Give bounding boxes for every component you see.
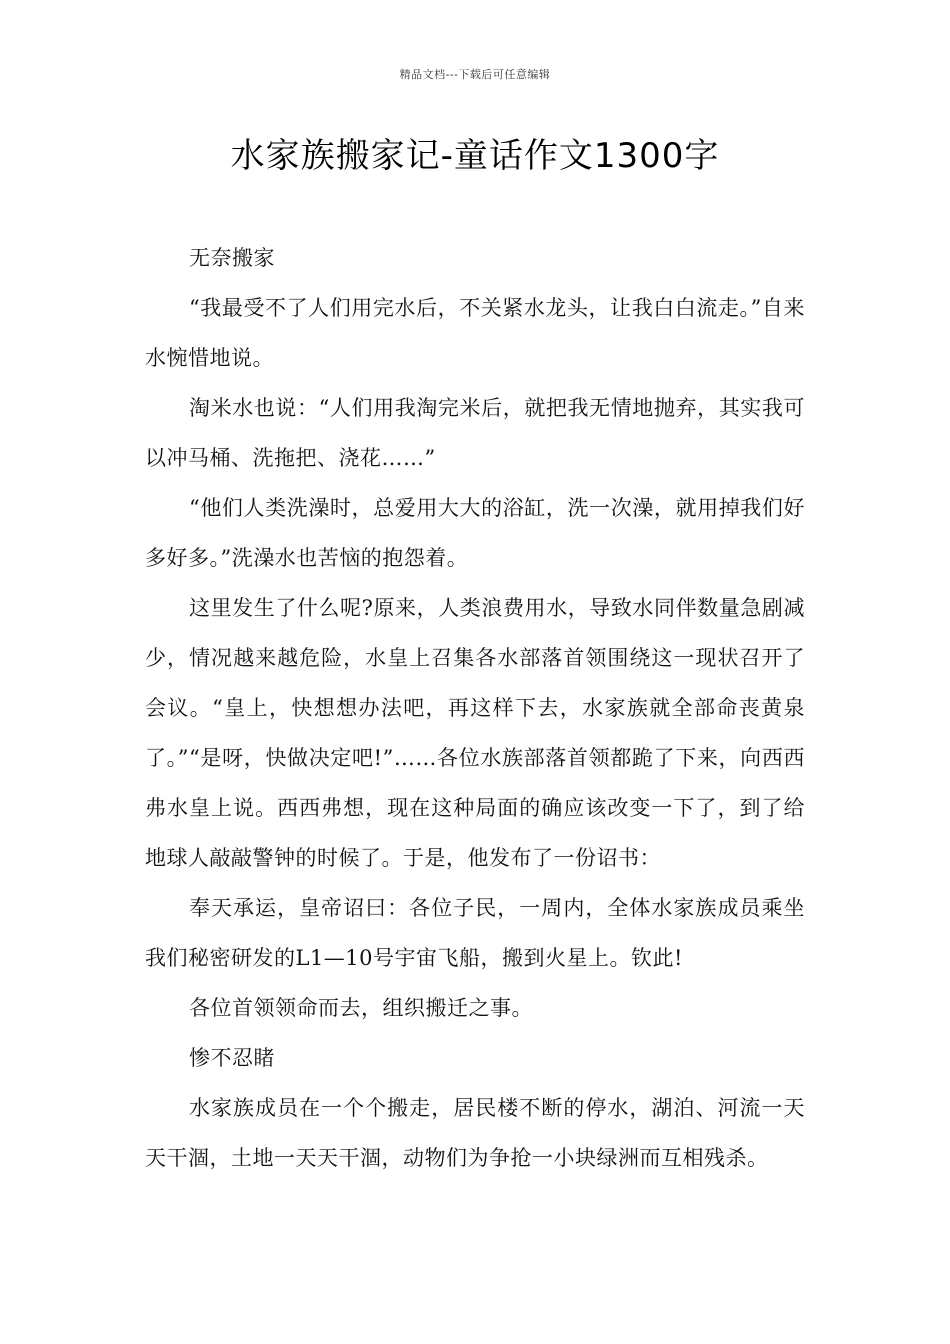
section-heading-2: 惨不忍睹 <box>189 1046 275 1070</box>
paragraph: 淘米水也说：“人们用我淘完米后，就把我无情地抛弃，其实我可以冲马桶、洗拖把、浇花……” <box>145 396 805 470</box>
page-title: 水家族搬家记-童话作文1300字 <box>230 136 720 176</box>
paragraph: “他们人类洗澡时，总爱用大大的浴缸，洗一次澡，就用掉我们好多好多。”洗澡水也苦恼的抱怨着。 <box>145 496 805 570</box>
paragraph: 这里发生了什么呢?原来，人类浪费用水，导致水同伴数量急剧减少，情况越来越危险，水皇上召集各水部落首领围绕这一现状召开了会议。“皇上，快想想办法吧，再这样下去，水家族就全部命丧黄泉了。”“是呀，快做决定吧!”……各位水族部落首领都跪了下来，向西西弗水皇上说。西西弗想，现在这种局面的确应该改变一下了，到了给地球人敲敲警钟的时候了。于是，他发布了一份诏书： <box>145 596 805 870</box>
section-heading-1: 无奈搬家 <box>189 246 275 270</box>
edict-paragraph: 奉天承运，皇帝诏曰：各位子民，一周内，全体水家族成员乘坐我们秘密研发的L1—10号宇宙飞船，搬到火星上。钦此! <box>145 896 805 970</box>
paragraph: 各位首领领命而去，组织搬迁之事。 <box>189 996 533 1020</box>
article-body <box>145 233 805 1183</box>
header-note: 精品文档---下载后可任意编辑 <box>399 68 551 81</box>
paragraph: “我最受不了人们用完水后，不关紧水龙头，让我白白流走。”自来水惋惜地说。 <box>145 296 805 370</box>
paragraph: 水家族成员在一个个搬走，居民楼不断的停水，湖泊、河流一天天干涸，土地一天天干涸，动物们为争抢一小块绿洲而互相残杀。 <box>145 1096 805 1170</box>
